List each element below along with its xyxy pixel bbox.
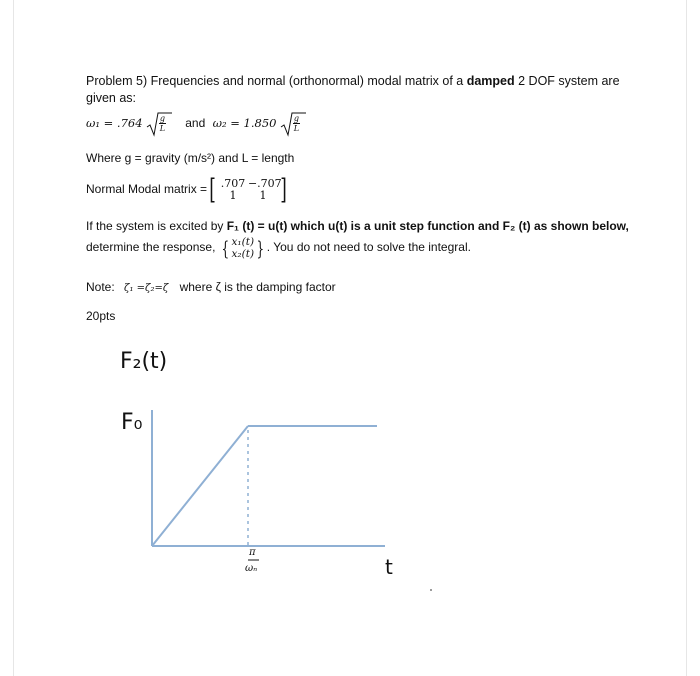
tick-omega-n: ωₙ (245, 563, 258, 574)
t-axis-label: t (385, 555, 393, 579)
where-line: Where g = gravity (m/s²) and L = length (86, 151, 295, 165)
sqrt-g-over-l-1: $\frac{g}{L}$ (146, 111, 172, 137)
stray-dot (430, 589, 432, 591)
frequencies-line: ω₁ = .764 $\frac{g}{L}$ and ω₂ = 1.850 $\frac{g}{L}$ (86, 111, 306, 137)
sqrt-g-over-l-2: $\frac{g}{L}$ (280, 111, 306, 137)
modal-matrix: .707 −.707 1 1 (220, 177, 282, 202)
problem-title: Problem 5) Frequencies and normal (orthonormal) modal matrix of a damped 2 DOF system are given as: (86, 74, 620, 105)
f2-axis-label: F₂(t) (120, 349, 168, 374)
determine-line: determine the response, { x₁(t) x₂(t) } . You do not need to solve the integral. (86, 235, 471, 260)
tick-pi: π (249, 547, 256, 558)
omega2-label: ω₂ = 1.850 (212, 116, 277, 131)
f0-level-label: F₀ (121, 410, 143, 435)
note-line: Note: ζ₁ =ζ₂=ζ where ζ is the damping factor (86, 280, 336, 294)
excitation-line: If the system is excited by F₁ (t) = u(t) which u(t) is a unit step function and F₂ (t) as shown below, (86, 219, 629, 233)
ramp-segment (152, 426, 248, 546)
points-label: 20pts (86, 309, 116, 323)
modal-matrix-line: Normal Modal matrix =[ .707 −.707 1 1 ] (86, 173, 287, 206)
omega1-label: ω₁ = .764 (86, 116, 143, 131)
response-vector: x₁(t) x₂(t) (231, 236, 255, 260)
